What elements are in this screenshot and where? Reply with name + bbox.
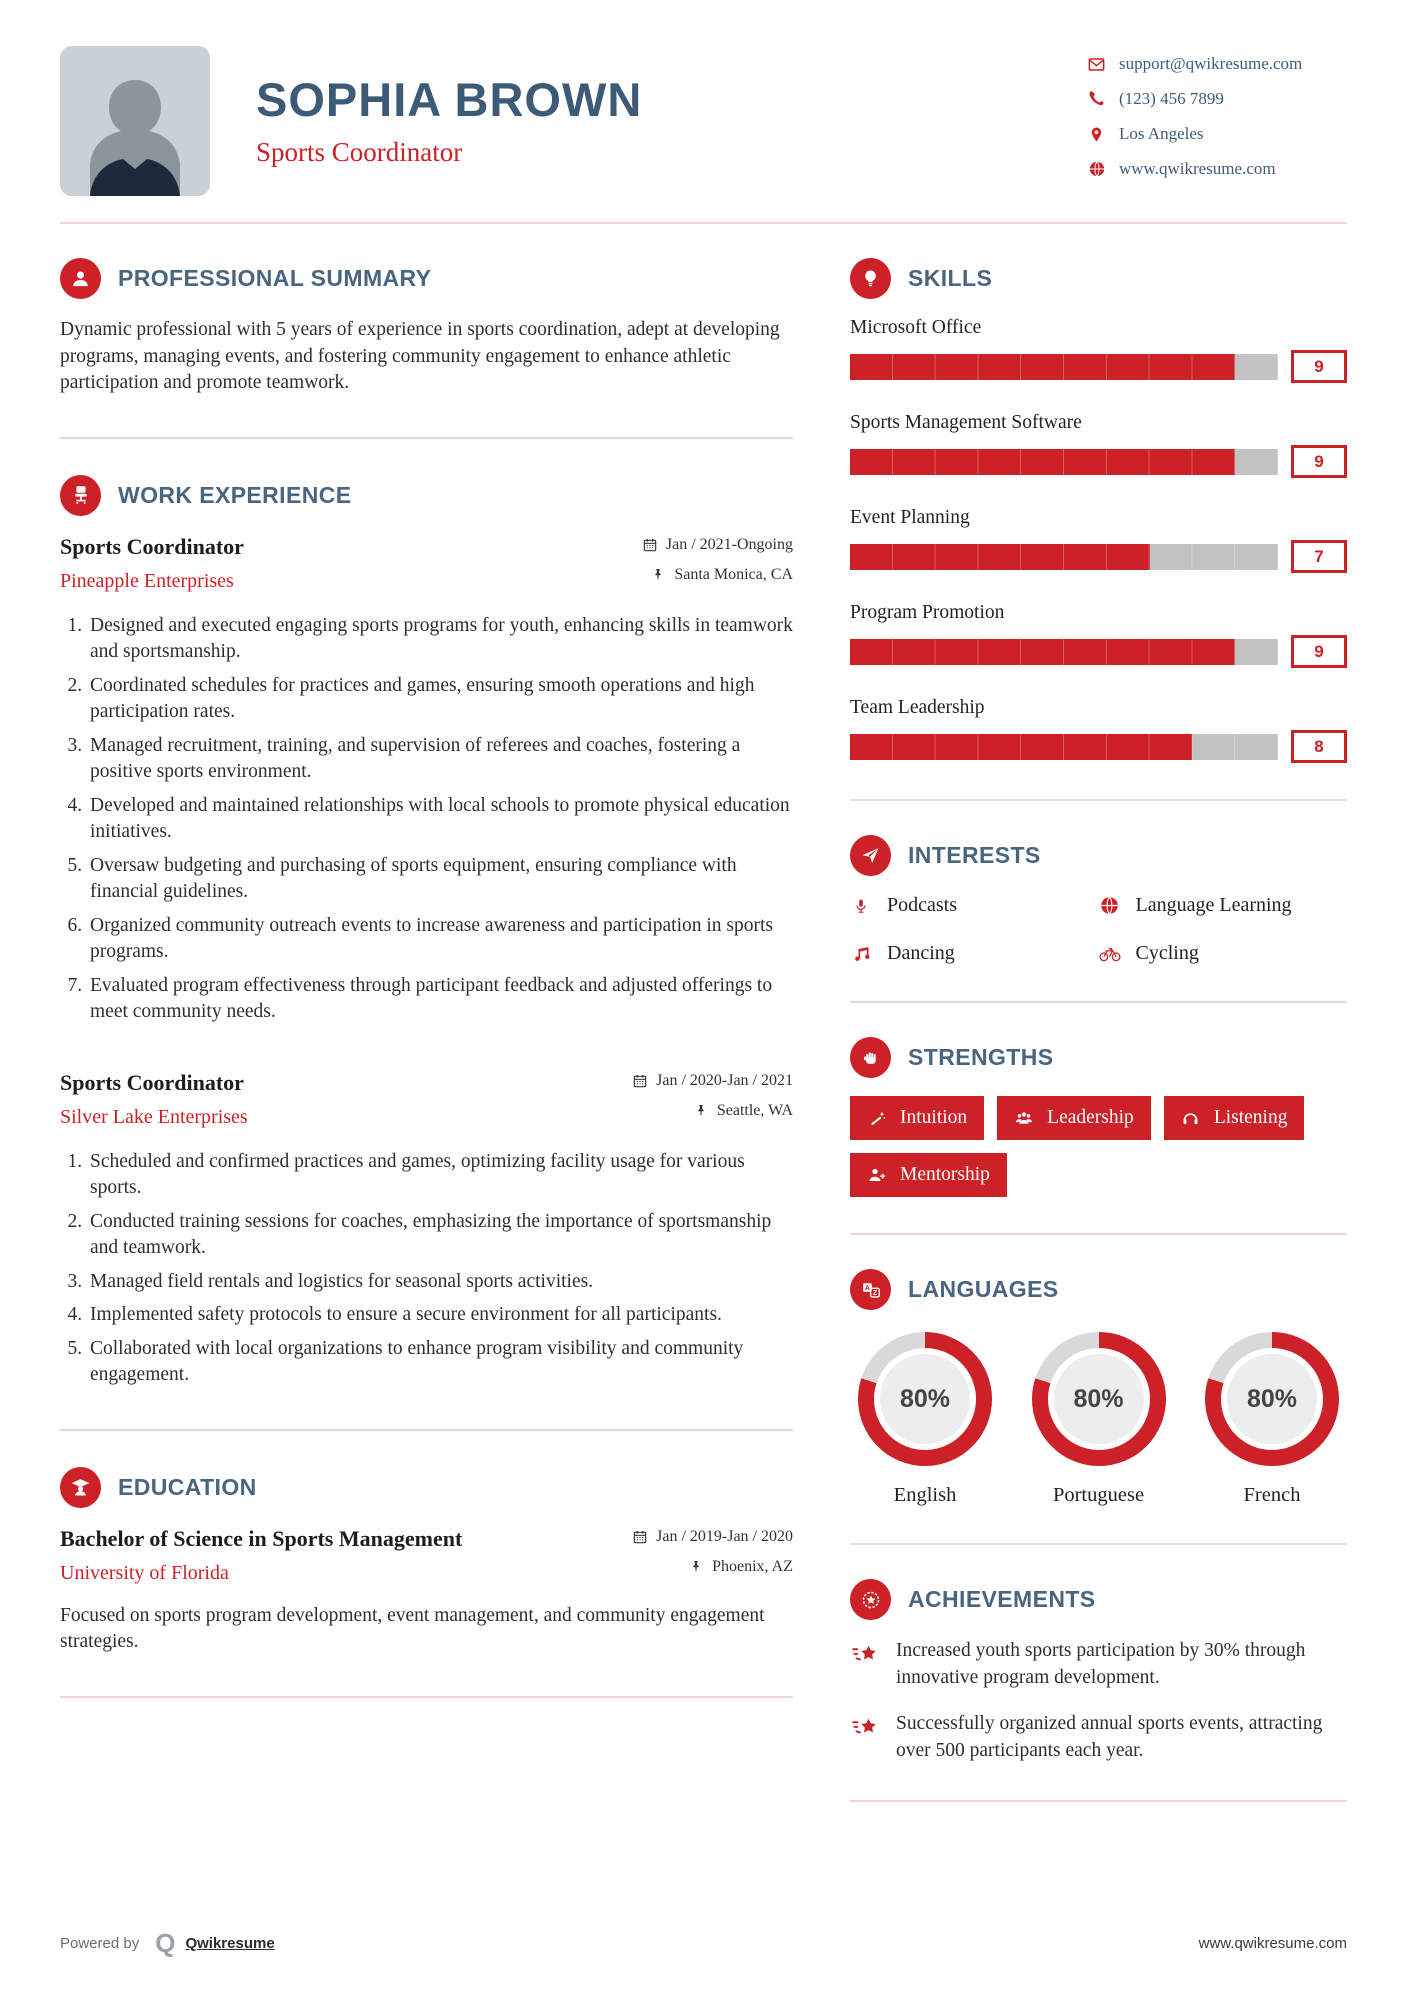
pushpin-icon [650,567,666,583]
interest-label: Dancing [887,942,955,964]
globe-icon [1099,895,1121,917]
strength-chip [1164,1096,1305,1140]
skill-bar-track [850,639,1278,665]
section-interests [850,835,1347,965]
job-entry [60,1070,793,1389]
language-donut-chart [1205,1332,1339,1466]
contact-phone[interactable] [1087,89,1347,109]
job-dates: Jan / 2021-Ongoing [665,535,793,553]
education-title-block [60,1526,462,1585]
shooting-star-icon [850,1640,880,1670]
education-entry [60,1526,793,1656]
contact-phone-text: (123) 456 7899 [1119,89,1224,108]
contact-location [1087,124,1347,144]
pushpin-icon [693,1103,709,1119]
skill-rating-badge: 9 [1291,350,1347,383]
profile-photo [60,46,210,196]
divider [850,1800,1347,1802]
skills-heading: SKILLS [908,265,993,291]
strengths-section-header [850,1037,1347,1078]
skill-bar-fill [850,734,1192,760]
calendar-icon [642,537,658,553]
contact-website-text: www.qwikresume.com [1119,159,1276,178]
calendar-icon [632,1529,648,1545]
job-bullet: 5. Oversaw budgeting and purchasing of sports equipment, ensuring compliance with financial guidelines. [87,853,793,906]
job-dates: Jan / 2020-Jan / 2021 [656,1071,793,1089]
skill-bar-row [850,350,1347,383]
language-percent: 80% [880,1354,970,1444]
office-chair-icon [60,475,101,516]
education-school: University of Florida [60,1561,229,1584]
divider [850,1233,1347,1235]
job-location: Seattle, WA [716,1101,793,1119]
email-icon [1087,55,1106,74]
skill-bar-track [850,449,1278,475]
skill-name: Event Planning [850,507,970,528]
language-name: English [893,1484,957,1506]
job-location-row [642,566,793,584]
job-bullet: 2. Coordinated schedules for practices and games, ensuring smooth operations and high participation rates. [87,673,793,726]
skill-bar-row [850,445,1347,478]
strength-label: Leadership [1047,1107,1134,1128]
strengths-heading: STRENGTHS [908,1044,1054,1070]
bicycle-icon [1099,943,1121,965]
donut-hole [1048,1348,1150,1450]
skill-rating-badge: 8 [1291,730,1347,763]
language-percent: 80% [1227,1354,1317,1444]
strengths-chips [850,1096,1347,1197]
donut-hole [874,1348,976,1450]
lightbulb-icon [850,258,891,299]
job-bullet-list [60,613,793,1026]
job-title-block [60,534,244,593]
magic-wand-icon [867,1108,887,1128]
job-bullet: 4. Implemented safety protocols to ensure a secure environment for all participants. [87,1302,793,1329]
medal-icon [850,1579,891,1620]
education-header [60,1526,793,1585]
skill-rating-badge: 9 [1291,635,1347,668]
skill-bar-fill [850,544,1150,570]
work-heading: WORK EXPERIENCE [118,481,352,508]
identity-block [256,46,642,168]
location-icon [1087,125,1106,144]
section-education [60,1467,793,1656]
job-bullet: 1. Scheduled and confirmed practices and games, optimizing facility usage for various sports. [87,1149,793,1202]
interest-item [850,942,1099,965]
fist-icon [850,1037,891,1078]
qwikresume-logo: Q [155,1928,176,1958]
work-section-header [60,475,793,516]
candidate-title: Sports Coordinator [256,137,463,167]
skill-bar-track [850,734,1278,760]
interest-label: Podcasts [887,894,957,916]
strength-label: Intuition [900,1107,968,1128]
job-dates-row [632,1072,793,1090]
person-plus-icon [867,1165,887,1185]
languages-section-header [850,1269,1347,1310]
education-location-row [632,1558,793,1576]
divider [850,799,1347,801]
contact-email-text: support@qwikresume.com [1119,54,1303,73]
language-item [1024,1332,1174,1507]
achievement-text: Successfully organized annual sports events, attracting over 500 participants each year. [896,1713,1323,1761]
skill-bar-fill [850,449,1235,475]
user-icon [60,258,101,299]
people-icon [1014,1108,1034,1128]
achievement-text: Increased youth sports participation by 30% through innovative program development. [896,1640,1306,1688]
skill-name: Team Leadership [850,697,985,718]
translate-icon [850,1269,891,1310]
powered-by-label: Powered by [60,1934,140,1952]
footer [60,1930,1347,1956]
microphone-icon [850,895,872,917]
header [60,46,1347,196]
divider [60,437,793,439]
divider [850,1001,1347,1003]
job-bullet: 2. Conducted training sessions for coaches, emphasizing the importance of sportsmanship and teamwork. [87,1209,793,1262]
section-skills [850,258,1347,763]
footer-website: www.qwikresume.com [1198,1934,1347,1952]
job-location: Santa Monica, CA [674,565,793,583]
skill-rating-badge: 9 [1291,445,1347,478]
languages-row [850,1332,1347,1507]
skill-bar-row [850,730,1347,763]
achievements-heading: ACHIEVEMENTS [908,1586,1096,1612]
job-bullet: 5. Collaborated with local organizations to enhance program visibility and community engagement. [87,1336,793,1389]
education-heading: EDUCATION [118,1473,257,1500]
interest-item [1099,894,1348,917]
calendar-icon [632,1073,648,1089]
skill-bar-fill [850,354,1235,380]
paper-plane-icon [850,835,891,876]
job-header [60,1070,793,1129]
strength-chip [850,1153,1007,1197]
education-dates: Jan / 2019-Jan / 2020 [656,1527,793,1545]
divider [60,1696,793,1698]
job-bullet: 6. Organized community outreach events to increase awareness and participation in sports programs. [87,913,793,966]
language-name: Portuguese [1052,1484,1145,1506]
interest-label: Language Learning [1135,894,1292,916]
strength-label: Mentorship [900,1164,990,1185]
section-professional-summary [60,258,793,397]
section-strengths [850,1037,1347,1197]
job-title: Sports Coordinator [60,533,244,559]
job-header [60,534,793,593]
education-description: Focused on sports program development, event management, and community engagement strategies. [60,1604,765,1653]
achievement-item [850,1638,1347,1691]
svg-text:Z: Z [872,1289,877,1297]
language-item [1197,1332,1347,1507]
skill-name: Program Promotion [850,602,1005,623]
skill-bar-fill [850,639,1235,665]
globe-icon [1087,160,1106,179]
main-content [60,224,1347,1930]
summary-text: Dynamic professional with 5 years of experience in sports coordination, adept at developing programs, managing events, and fostering community engagement to enhance athletic participation and promote teamwork. [60,319,780,394]
job-bullet: 3. Managed recruitment, training, and supervision of referees and coaches, fostering a positive sports environment. [87,733,793,786]
interest-label: Cycling [1135,942,1199,964]
achievements-section-header [850,1579,1347,1620]
job-entry [60,534,793,1026]
skill-bar-row [850,540,1347,573]
strength-chip [850,1096,984,1140]
language-donut-chart [1032,1332,1166,1466]
contact-list [1087,46,1347,179]
phone-icon [1087,90,1106,109]
skill-bar-track [850,544,1278,570]
skill-bar-track [850,354,1278,380]
divider [60,1429,793,1431]
interest-item [1099,942,1348,965]
job-meta [642,534,793,584]
job-location-row [632,1102,793,1120]
right-column [850,258,1347,1930]
job-title: Sports Coordinator [60,1069,244,1095]
job-bullet: 1. Designed and executed engaging sports programs for youth, enhancing skills in teamwork and sportsmanship. [87,613,793,666]
candidate-name: SOPHIA BROWN [256,73,643,126]
language-donut-chart [858,1332,992,1466]
education-degree: Bachelor of Science in Sports Management [60,1525,463,1551]
job-bullet: 4. Developed and maintained relationships with local schools to promote physical education initiatives. [87,793,793,846]
strength-chip [997,1096,1151,1140]
divider [850,1543,1347,1545]
interests-grid [850,894,1347,965]
skill-bar-row [850,635,1347,668]
skill-name: Microsoft Office [850,317,982,338]
person-photo-placeholder [60,46,210,196]
interests-section-header [850,835,1347,876]
skill-item [850,412,1347,478]
qwikresume-link[interactable]: Qwikresume [185,1934,275,1952]
section-work-experience [60,475,793,1389]
left-column [60,258,793,1930]
contact-location-text: Los Angeles [1119,124,1204,143]
job-meta [632,1070,793,1120]
summary-section-header [60,258,793,299]
skills-section-header [850,258,1347,299]
skill-name: Sports Management Software [850,412,1082,433]
job-title-block [60,1070,248,1129]
skill-item [850,697,1347,763]
music-note-icon [850,943,872,965]
skill-item [850,317,1347,383]
language-name: French [1243,1484,1301,1506]
skill-item [850,602,1347,668]
achievement-item [850,1711,1347,1764]
education-dates-row [632,1528,793,1546]
section-languages [850,1269,1347,1507]
job-dates-row [642,536,793,554]
shooting-star-icon [850,1713,880,1743]
job-company: Silver Lake Enterprises [60,1105,248,1128]
job-bullet-list [60,1149,793,1389]
education-meta [632,1526,793,1576]
contact-email[interactable] [1087,54,1347,74]
interests-heading: INTERESTS [908,842,1041,868]
job-company: Pineapple Enterprises [60,569,234,592]
summary-heading: PROFESSIONAL SUMMARY [118,265,432,291]
job-bullet: 7. Evaluated program effectiveness through participant feedback and adjusted offerings to meet community needs. [87,973,793,1026]
skill-item [850,507,1347,573]
interest-item [850,894,1099,917]
strength-label: Listening [1213,1107,1288,1128]
graduate-icon [60,1467,101,1508]
donut-hole [1221,1348,1323,1450]
section-achievements [850,1579,1347,1764]
svg-text:A: A [864,1284,870,1292]
education-section-header [60,1467,793,1508]
language-percent: 80% [1054,1354,1144,1444]
contact-website[interactable] [1087,159,1347,179]
headphones-icon [1181,1108,1201,1128]
language-item [850,1332,1000,1507]
job-bullet: 3. Managed field rentals and logistics for seasonal sports activities. [87,1269,793,1296]
skill-rating-badge: 7 [1291,540,1347,573]
pushpin-icon [688,1559,704,1575]
education-location: Phoenix, AZ [712,1557,793,1575]
languages-heading: LANGUAGES [908,1276,1059,1302]
